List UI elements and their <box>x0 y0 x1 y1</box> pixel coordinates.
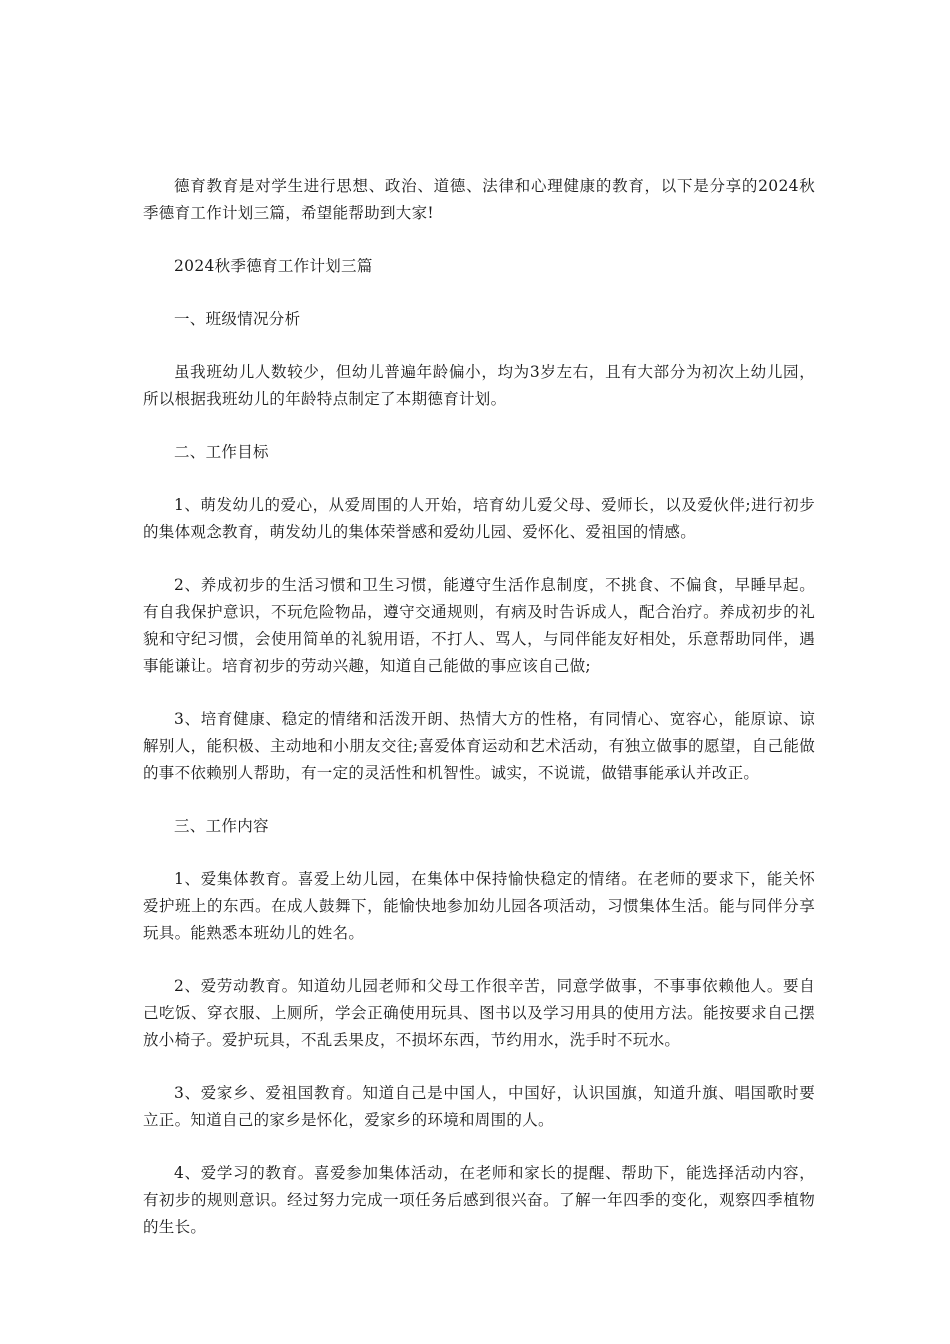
content-paragraph-3: 3、爱家乡、爱祖国教育。知道自己是中国人，中国好，认识国旗，知道升旗、唱国歌时要立正。知道自己的家乡是怀化，爱家乡的环境和周围的人。 <box>143 1084 815 1129</box>
goal-paragraph-2: 2、养成初步的生活习惯和卫生习惯，能遵守生活作息制度，不挑食、不偏食，早睡早起。有自我保护意识，不玩危险物品，遵守交通规则，有病及时告诉成人，配合治疗。养成初步的礼貌和守纪习惯，会使用简单的礼貌用语，不打人、骂人，与同伴能友好相处，乐意帮助同伴，遇事能谦让。培育初步的劳动兴趣，知道自己能做的事应该自己做; <box>143 576 815 675</box>
document-body <box>143 173 815 1267</box>
class-analysis-paragraph: 虽我班幼儿人数较少，但幼儿普遍年龄偏小，均为3岁左右，且有大部分为初次上幼儿园，所以根据我班幼儿的年龄特点制定了本期德育计划。 <box>143 363 815 408</box>
content-paragraph-2: 2、爱劳动教育。知道幼儿园老师和父母工作很辛苦，同意学做事，不事事依赖他人。要自己吃饭、穿衣服、上厕所，学会正确使用玩具、图书以及学习用具的使用方法。能按要求自己摆放小椅子。爱护玩具，不乱丢果皮，不损坏东西，节约用水，洗手时不玩水。 <box>143 977 815 1049</box>
goal-paragraph-3: 3、培育健康、稳定的情绪和活泼开朗、热情大方的性格，有同情心、宽容心，能原谅、谅解别人，能积极、主动地和小朋友交往;喜爱体育运动和艺术活动，有独立做事的愿望，自己能做的事不依赖别人帮助，有一定的灵活性和机智性。诚实，不说谎，做错事能承认并改正。 <box>143 710 815 782</box>
goal-paragraph-1: 1、萌发幼儿的爱心，从爱周围的人开始，培育幼儿爱父母、爱师长，以及爱伙伴;进行初步的集体观念教育，萌发幼儿的集体荣誉感和爱幼儿园、爱怀化、爱祖国的情感。 <box>143 496 815 541</box>
section-heading-work-goals: 二、工作目标 <box>174 443 269 461</box>
intro-paragraph: 德育教育是对学生进行思想、政治、道德、法律和心理健康的教育，以下是分享的2024秋季德育工作计划三篇，希望能帮助到大家! <box>143 177 815 222</box>
section-heading-class-analysis: 一、班级情况分析 <box>174 310 301 328</box>
document-title: 2024秋季德育工作计划三篇 <box>174 257 373 275</box>
content-paragraph-1: 1、爱集体教育。喜爱上幼儿园，在集体中保持愉快稳定的情绪。在老师的要求下，能关怀爱护班上的东西。在成人鼓舞下，能愉快地参加幼儿园各项活动，习惯集体生活。能与同伴分享玩具。能熟悉本班幼儿的姓名。 <box>143 870 815 942</box>
section-heading-work-content: 三、工作内容 <box>174 817 269 835</box>
content-paragraph-4: 4、爱学习的教育。喜爱参加集体活动，在老师和家长的提醒、帮助下，能选择活动内容，有初步的规则意识。经过努力完成一项任务后感到很兴奋。了解一年四季的变化，观察四季植物的生长。 <box>143 1164 815 1236</box>
